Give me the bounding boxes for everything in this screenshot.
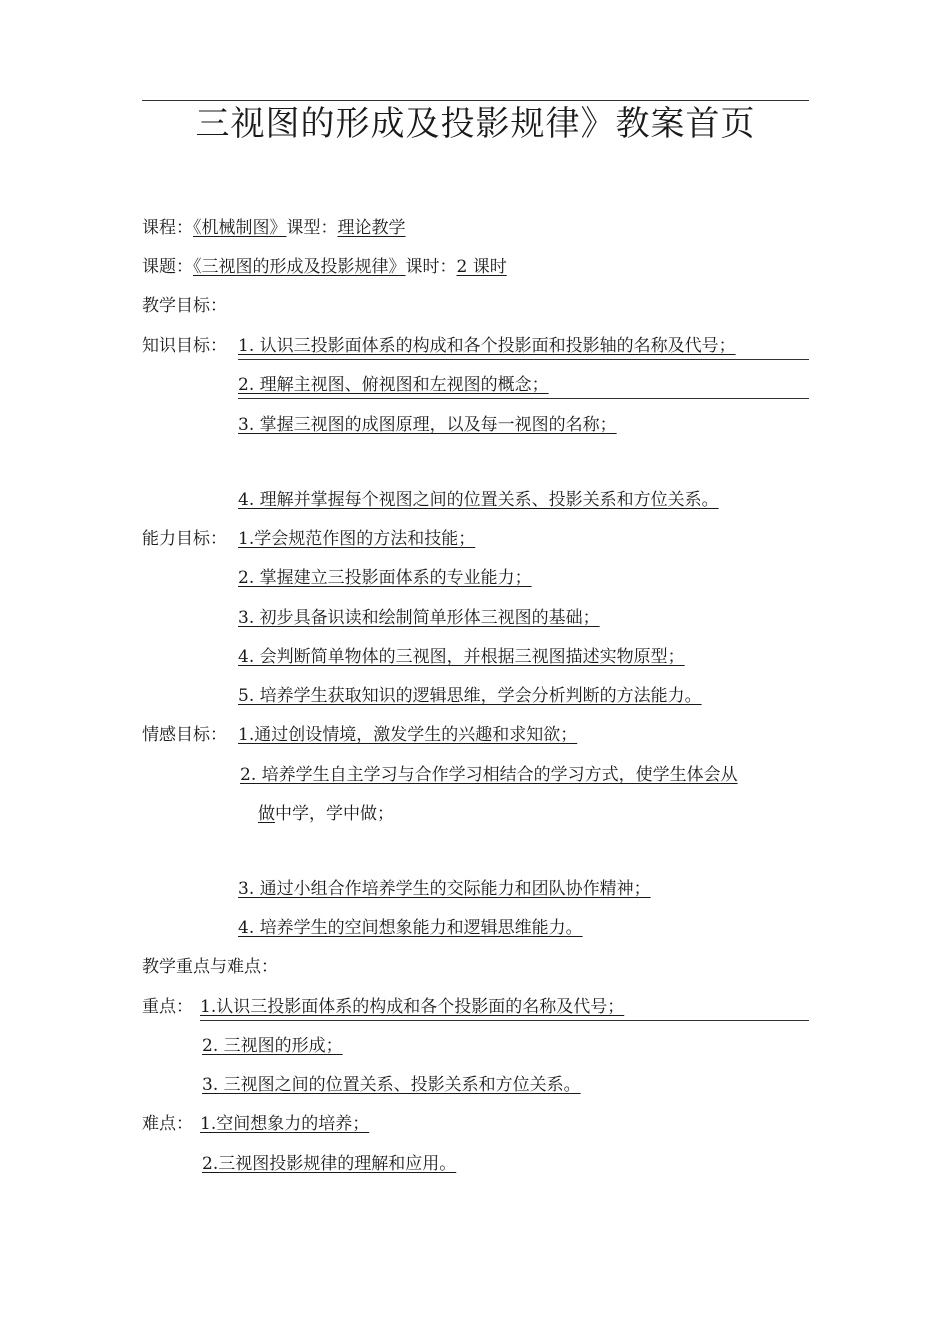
ability-item-2: 2. 掌握建立三投影面体系的专业能力； <box>238 568 532 588</box>
ability-item-4: 4. 会判断简单物体的三视图，并根据三视图描述实物原型； <box>238 647 685 667</box>
key-rule-1 <box>200 1020 809 1021</box>
emotion-label: 情感目标： <box>142 725 227 745</box>
ability-label: 能力目标： <box>142 529 227 549</box>
knowledge-rule-2 <box>238 398 809 399</box>
emotion-item-3: 3. 通过小组合作培养学生的交际能力和团队协作精神； <box>238 879 651 899</box>
top-rule <box>142 100 809 101</box>
ability-item-1: 1.学会规范作图的方法和技能； <box>238 529 476 549</box>
course-label: 课程： <box>142 218 193 238</box>
page-title: 三视图的形成及投影规律》教案首页 <box>195 104 756 144</box>
topic-value: 《三视图的形成及投影规律》 <box>193 257 406 277</box>
topic-label: 课题： <box>142 257 193 277</box>
key-item-1: 1.认识三投影面体系的构成和各个投影面的名称及代号； <box>200 997 625 1017</box>
knowledge-item-1: 1. 认识三投影面体系的构成和各个投影面和投影轴的名称及代号； <box>238 336 736 356</box>
difficult-item-2: 2.三视图投影规律的理解和应用。 <box>202 1154 457 1174</box>
difficult-label: 难点： <box>142 1114 193 1134</box>
knowledge-item-4: 4. 理解并掌握每个视图之间的位置关系、投影关系和方位关系。 <box>238 490 719 510</box>
keypoints-heading: 教学重点与难点： <box>142 957 278 977</box>
emotion-item-4: 4. 培养学生的空间想象能力和逻辑思维能力。 <box>238 918 583 938</box>
difficult-item-1: 1.空间想象力的培养； <box>200 1114 370 1134</box>
type-label: 课型： <box>286 218 338 238</box>
emotion-item-1: 1.通过创设情境，激发学生的兴趣和求知欲； <box>238 725 578 745</box>
key-label: 重点： <box>142 997 193 1017</box>
emotion-item-2-line-1: 2. 培养学生自主学习与合作学习相结合的学习方式，使学生体会从 <box>240 765 738 785</box>
ability-item-3: 3. 初步具备识读和绘制简单形体三视图的基础； <box>238 608 600 628</box>
key-item-3: 3. 三视图之间的位置关系、投影关系和方位关系。 <box>202 1075 581 1095</box>
hours-label: 课时： <box>405 257 457 277</box>
key-item-2: 2. 三视图的形成； <box>202 1036 343 1056</box>
knowledge-rule-1 <box>238 359 809 360</box>
emotion-item-2-underlined: 做 <box>258 804 275 824</box>
type-value: 理论教学 <box>337 218 406 238</box>
emotion-item-2-rest: 中学，学中做； <box>275 804 394 824</box>
emotion-item-2-line-2 <box>258 802 394 826</box>
ability-item-5: 5. 培养学生获取知识的逻辑思维，学会分析判断的方法能力。 <box>238 686 702 706</box>
knowledge-item-3: 3. 掌握三视图的成图原理，以及每一视图的名称； <box>238 415 617 435</box>
topic-line <box>142 255 507 279</box>
course-value: 《机械制图》 <box>193 218 287 238</box>
objectives-heading: 教学目标： <box>142 296 227 316</box>
hours-value: 2 课时 <box>456 257 507 277</box>
course-line <box>142 216 406 240</box>
knowledge-label: 知识目标： <box>142 336 227 356</box>
knowledge-item-2: 2. 理解主视图、俯视图和左视图的概念； <box>238 375 549 395</box>
